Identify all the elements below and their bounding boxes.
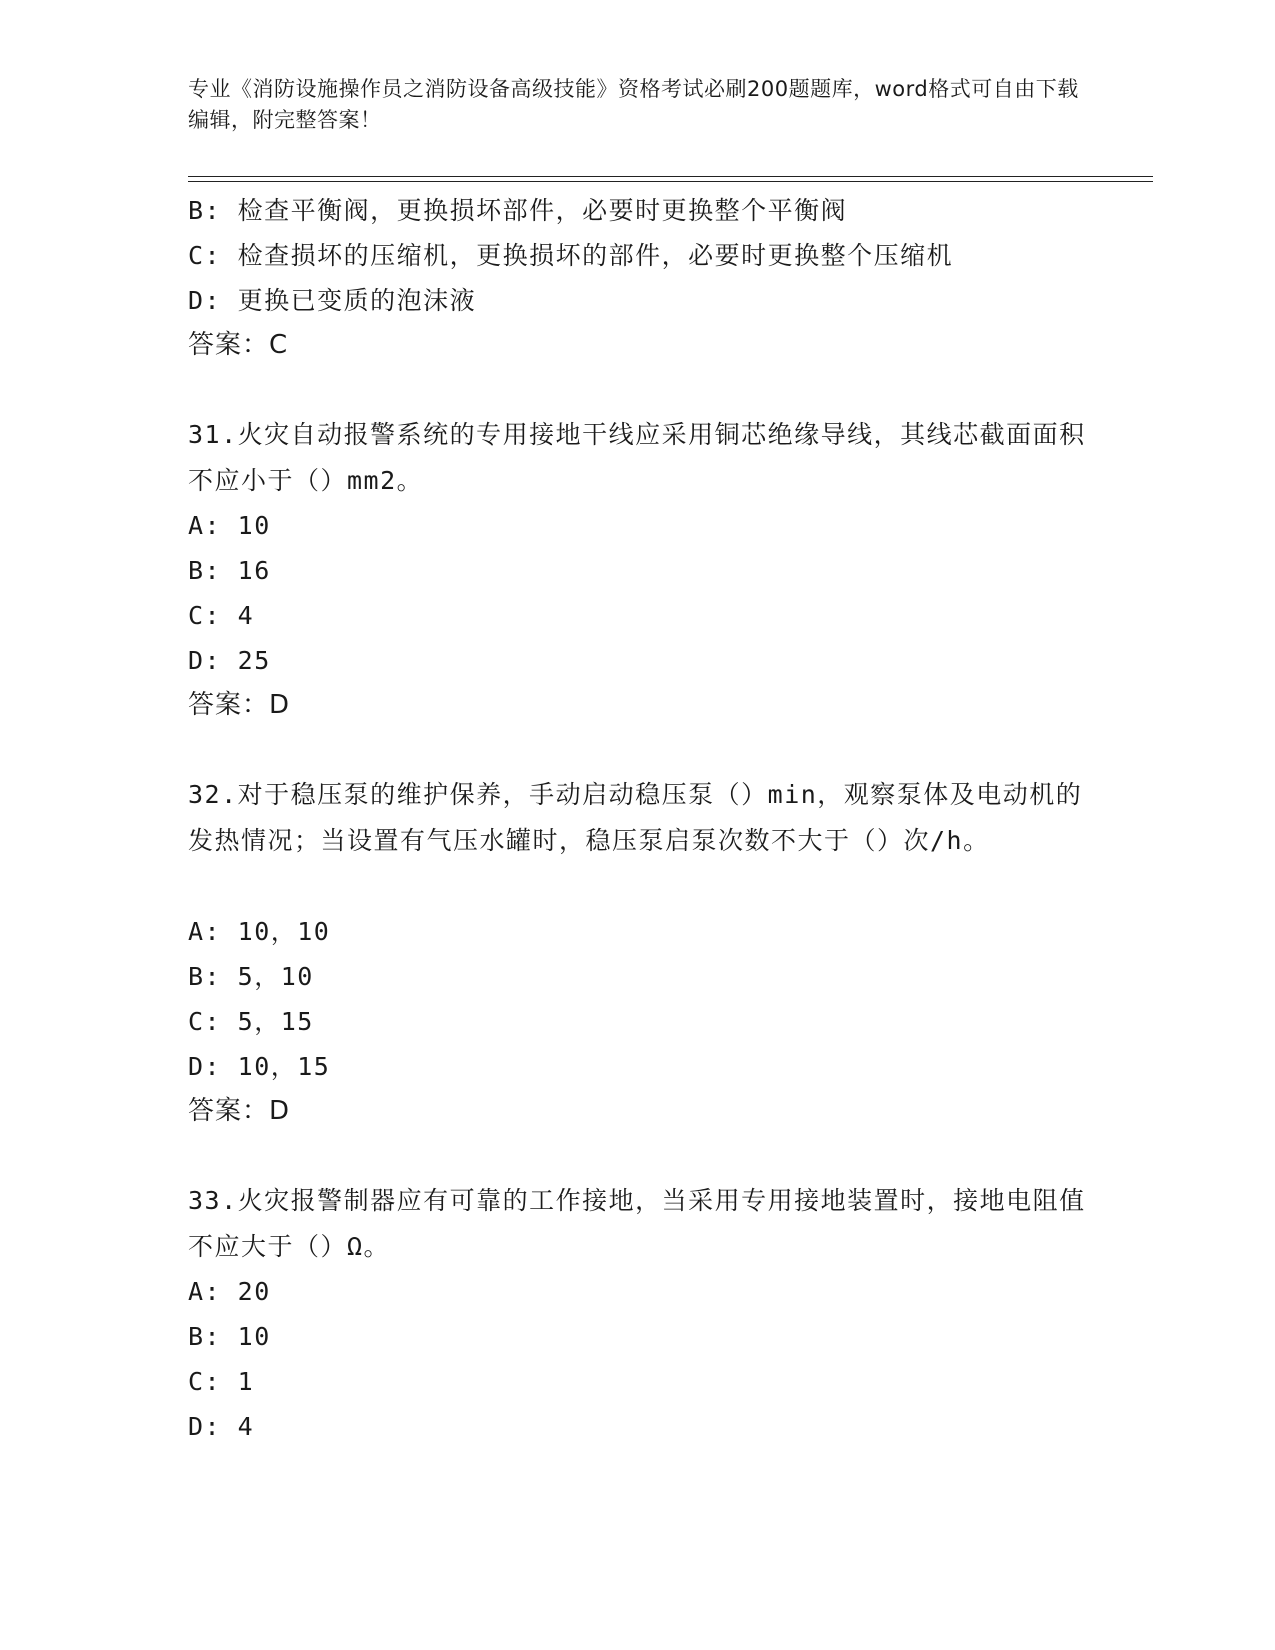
option-b: B: 10 [188, 1322, 271, 1351]
option-a: A: 20 [188, 1277, 271, 1306]
option-c: C: 检查损坏的压缩机，更换损坏的部件，必要时更换整个压缩机 [188, 241, 954, 270]
question-33-stem: 33.火灾报警制器应有可靠的工作接地，当采用专用接地装置时，接地电阻值不应大于（）Ω。 [188, 1186, 1086, 1261]
answer-line: 答案：D [188, 1096, 291, 1126]
option-b: B: 16 [188, 556, 271, 585]
option-d: D: 10，15 [188, 1052, 331, 1081]
document-header: 专业《消防设施操作员之消防设备高级技能》资格考试必刷200题题库，word格式可自由下载编辑，附完整答案！ [188, 77, 1079, 132]
option-d: D: 更换已变质的泡沫液 [188, 286, 477, 315]
question-31-stem: 31.火灾自动报警系统的专用接地干线应采用铜芯绝缘导线，其线芯截面面积不应小于（）mm2。 [188, 420, 1086, 495]
option-d: D: 4 [188, 1412, 255, 1441]
answer-line: 答案：D [188, 690, 291, 720]
option-c: C: 4 [188, 601, 255, 630]
option-a: A: 10 [188, 511, 271, 540]
header-divider-top [188, 176, 1153, 177]
option-c: C: 5，15 [188, 1007, 314, 1036]
answer-line: 答案：C [188, 330, 289, 360]
header-divider-bottom [188, 181, 1153, 182]
option-d: D: 25 [188, 646, 271, 675]
option-c: C: 1 [188, 1367, 255, 1396]
question-32-stem: 32.对于稳压泵的维护保养，手动启动稳压泵（）min，观察泵体及电动机的发热情况；当设置有气压水罐时，稳压泵启泵次数不大于（）次/h。 [188, 780, 1083, 855]
option-b: B: 5，10 [188, 962, 314, 991]
option-b: B: 检查平衡阀，更换损坏部件，必要时更换整个平衡阀 [188, 196, 848, 225]
option-a: A: 10，10 [188, 917, 331, 946]
